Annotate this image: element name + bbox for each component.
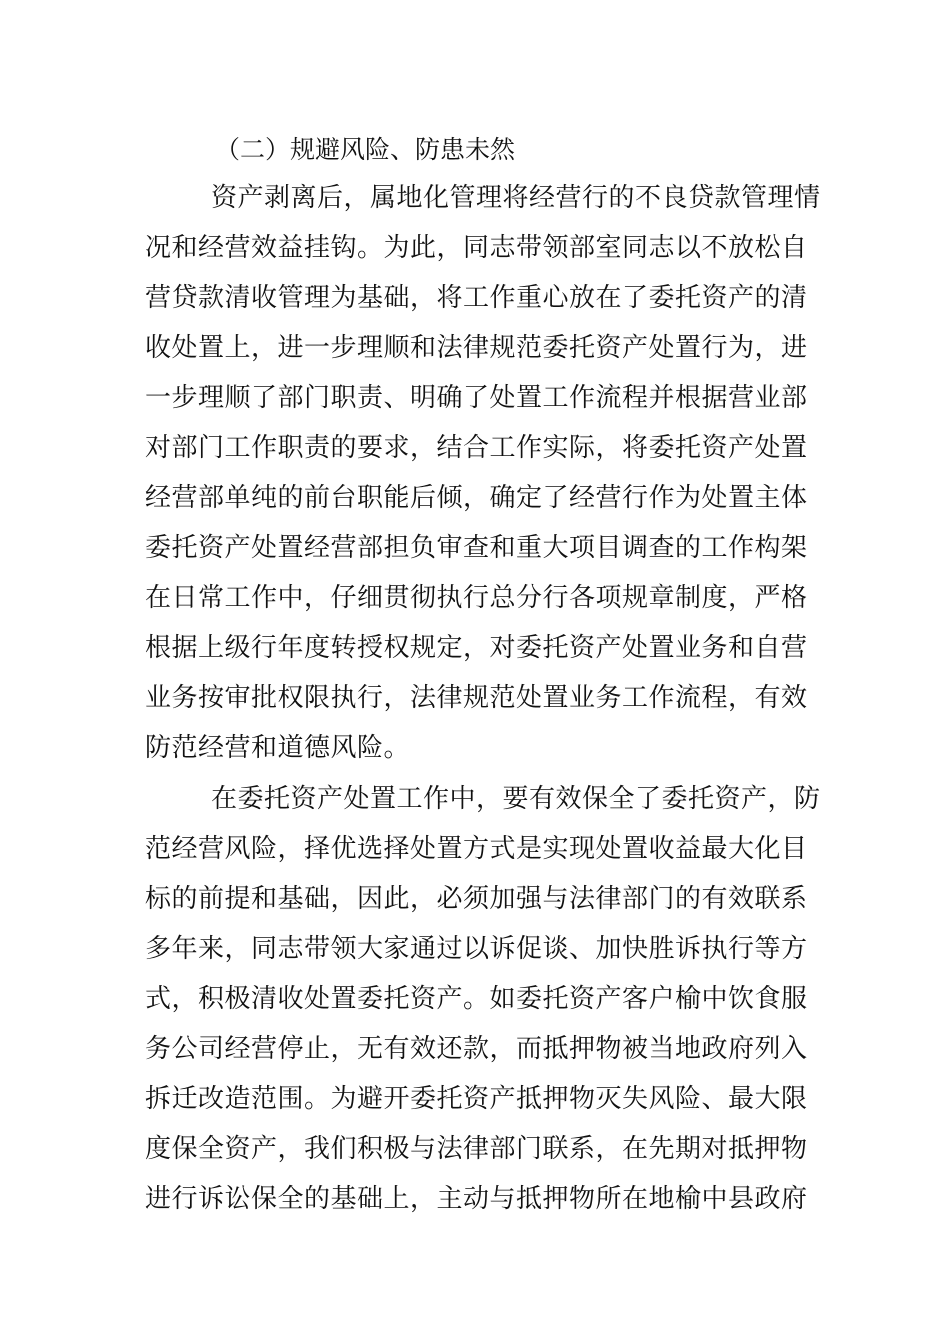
paragraph-2-line-1: 在委托资产处置工作中，要有效保全了委托资产，防: [211, 784, 821, 814]
paragraph-1-line-8: 委托资产处置经营部担负审查和重大项目调查的工作构架: [145, 533, 808, 563]
paragraph-1-line-2: 况和经营效益挂钩。为此，同志带领部室同志以不放松自: [145, 233, 808, 263]
section-heading: （二）规避风险、防患未然: [215, 135, 516, 164]
paragraph-2-line-7: 拆迁改造范围。为避开委托资产抵押物灭失风险、最大限: [145, 1084, 808, 1114]
paragraph-1-line-9: 在日常工作中，仔细贯彻执行总分行各项规章制度，严格: [145, 583, 808, 613]
paragraph-2-line-3: 标的前提和基础，因此，必须加强与法律部门的有效联系: [145, 884, 808, 914]
paragraph-2-line-6: 务公司经营停止，无有效还款，而抵押物被当地政府列入: [145, 1034, 808, 1064]
paragraph-2-line-2: 范经营风险，择优选择处置方式是实现处置收益最大化目: [145, 834, 808, 864]
paragraph-1-line-7: 经营部单纯的前台职能后倾，确定了经营行作为处置主体: [145, 483, 808, 513]
paragraph-2-line-4: 多年来，同志带领大家通过以诉促谈、加快胜诉执行等方: [145, 934, 808, 964]
paragraph-2-line-5: 式，积极清收处置委托资产。如委托资产客户榆中饮食服: [145, 984, 808, 1014]
paragraph-1-line-10: 根据上级行年度转授权规定，对委托资产处置业务和自营: [145, 633, 808, 663]
paragraph-1-line-6: 对部门工作职责的要求，结合工作实际，将委托资产处置: [145, 433, 808, 463]
paragraph-2-line-9: 进行诉讼保全的基础上，主动与抵押物所在地榆中县政府: [145, 1184, 808, 1214]
paragraph-2-line-8: 度保全资产，我们积极与法律部门联系，在先期对抵押物: [145, 1134, 808, 1164]
paragraph-1-line-11: 业务按审批权限执行，法律规范处置业务工作流程，有效: [145, 683, 808, 713]
paragraph-1-line-4: 收处置上，进一步理顺和法律规范委托资产处置行为，进: [145, 333, 808, 363]
paragraph-1-line-1: 资产剥离后，属地化管理将经营行的不良贷款管理情: [211, 183, 821, 213]
paragraph-1-line-12: 防范经营和道德风险。: [145, 733, 411, 763]
paragraph-1-line-3: 营贷款清收管理为基础，将工作重心放在了委托资产的清: [145, 283, 808, 313]
paragraph-1-line-5: 一步理顺了部门职责、明确了处置工作流程并根据营业部: [145, 383, 808, 413]
